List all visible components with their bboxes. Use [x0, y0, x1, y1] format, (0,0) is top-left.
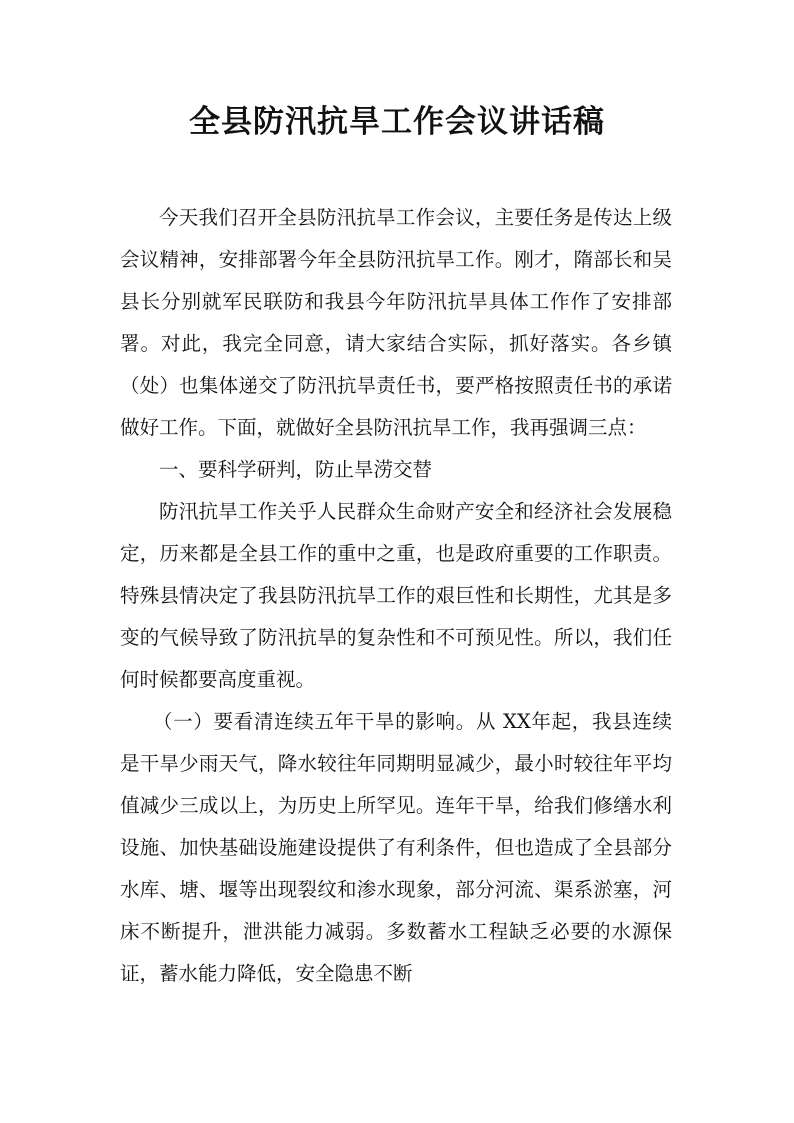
paragraph-intro: 今天我们召开全县防汛抗旱工作会议，主要任务是传达上级会议精神，安排部署今年全县防汛抗旱工作。刚才，隋部长和吴县长分别就军民联防和我县今年防汛抗旱具体工作作了安排部署。对此，我完全同意，请大家结合实际，抓好落实。各乡镇（处）也集体递交了防汛抗旱责任书，要严格按照责任书的承诺做好工作。下面，就做好全县防汛抗旱工作，我再强调三点：: [120, 206, 672, 439]
page-title: 全县防汛抗旱工作会议讲话稿: [189, 104, 605, 140]
paragraph-subsection-1: （一）要看清连续五年干旱的影响。从 XX年起，我县连续是干旱少雨天气，降水较往年同期明显减少，最小时较往年平均值减少三成以上，为历史上所罕见。连年干旱，给我们修缮水利设施、加快基础设施建设提供了有利条件，但也造成了全县部分水库、塘、堰等出现裂纹和渗水现象，部分河流、渠系淤塞，河床不断提升，泄洪能力减弱。多数蓄水工程缺乏必要的水源保证，蓄水能力降低，安全隐患不断: [120, 710, 672, 985]
paragraph-section-1: 防汛抗旱工作关乎人民群众生命财产安全和经济社会发展稳定，历来都是全县工作的重中之重，也是政府重要的工作职责。特殊县情决定了我县防汛抗旱工作的艰巨性和长期性，尤其是多变的气候导致了防汛抗旱的复杂性和不可预见性。所以，我们任何时候都要高度重视。: [120, 500, 672, 691]
document-body: [120, 197, 672, 995]
section-heading-1: 一、要科学研判，防止旱涝交替: [159, 458, 433, 481]
